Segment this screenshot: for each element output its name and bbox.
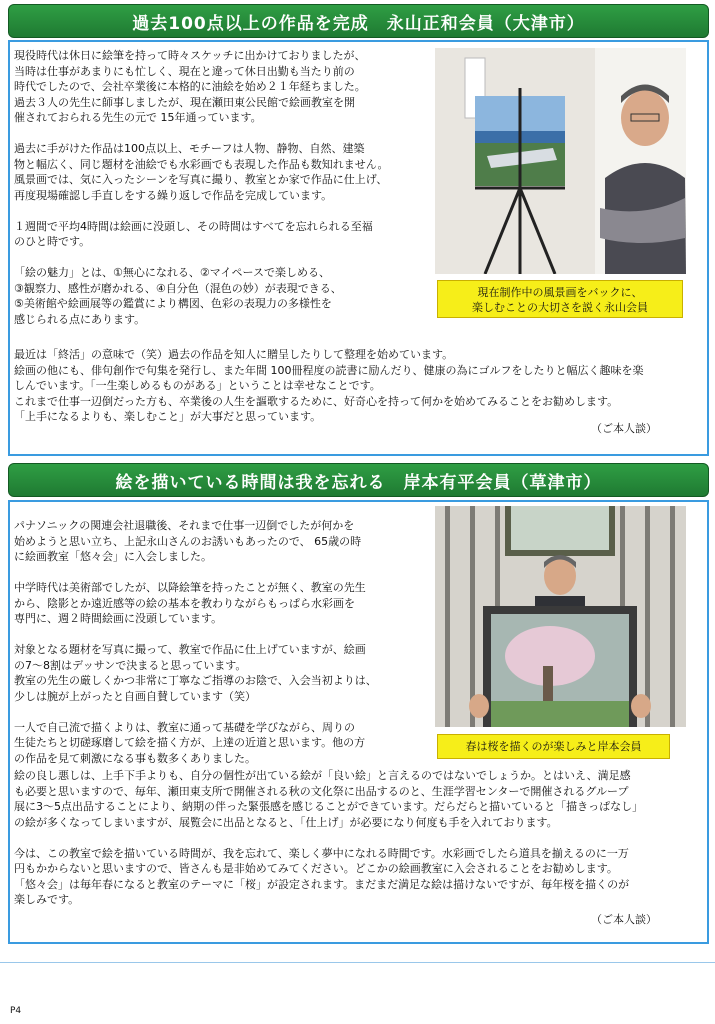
section1-photo-caption: 現在制作中の風景画をバックに、 楽しむことの大切さを説く永山会員 bbox=[437, 280, 683, 318]
section1-title: 過去100点以上の作品を完成 永山正和会員（大津市） bbox=[132, 13, 585, 34]
footer-divider bbox=[0, 962, 715, 963]
section2-title: 絵を描いている時間は我を忘れる 岸本有平会員（草津市） bbox=[115, 472, 602, 493]
section1-signature: （ご本人談） bbox=[591, 422, 657, 435]
page-number: P4 bbox=[10, 1006, 22, 1016]
section2-title-banner bbox=[8, 463, 709, 497]
section2-photo bbox=[435, 506, 686, 727]
section2-signature: （ご本人談） bbox=[591, 913, 657, 926]
section1-paragraph-1: 現役時代は休日に絵筆を持って時々スケッチに出かけておりましたが、 当時は仕事があまりにも忙しく、現在と違って休日出勤も当たり前の 時代でしたので、会社卒業後に本格的に油絵を始め２１年経ちました。 過去３人の先生に師事しましたが、現在瀬田東公民館で絵画教室を開 催されておられる先生の元で 15年通っています。 過去に手がけた作品は100点以上、モチーフは人物、静物、自然、建築 物と幅広く、同じ題材を油絵でも水彩画でも表現した作品も数知れません。 風景画では、気に入ったシーンを写真に撮り、教室とか家で作品に仕上げ、 再度現場確認し手直しをする繰り返しで作品を完成しています。 １週間で平均4時間は絵画に没頭し、その時間はすべてを忘れられる至福 のひと時です。 「絵の魅力」とは、①無心になれる、②マイペースで楽しめる、 ③観察力、感性が磨かれる、④自分色（混色の妙）が表現できる、 ⑤美術館や絵画展等の鑑賞により構図、色彩の表現力の多様性を 感じられる点にあります。 bbox=[14, 49, 389, 326]
painter-with-landscape-photo bbox=[435, 48, 686, 274]
section1-title-banner bbox=[8, 4, 709, 38]
section1-photo bbox=[435, 48, 686, 274]
painter-with-cherry-blossom-photo bbox=[435, 506, 686, 727]
section2-photo-caption: 春は桜を描くのが楽しみと岸本会員 bbox=[437, 734, 670, 759]
section2-paragraph-1: パナソニックの関連会社退職後、それまで仕事一辺倒でしたが何かを 始めようと思い立ち、上記永山さんのお誘いもあったので、 65歳の時 に絵画教室「悠々会」に入会しました。 中学時代は美術部でしたが、以降絵筆を持ったことが無く、教室の先生 から、陰影とか遠近感等の絵の基本を教わりながらもっぱら水彩画を 専門に、週２時間絵画に没頭しています。 対象となる題材を写真に撮って、教室で作品に仕上げていますが、絵画 の7～8割はデッサンで決まると思っています。 教室の先生の厳しくかつ非常に丁寧なご指導のお陰で、入会当初よりは、 少しは腕が上がったと自画自賛しています（笑） 一人で自己流で描くよりは、教室に通って基礎を学びながら、周りの 生徒たちと切磋琢磨して絵を描く方が、上達の近道と思います。他の方 の作品を見て刺激になる事も数多くありました。 bbox=[14, 519, 377, 765]
section2-paragraph-2: 絵の良し悪しは、上手下手よりも、自分の個性が出ている絵が「良い絵」と言えるのではないでしょうか。とはいえ、満足感 も必要と思いますので、毎年、瀬田東支所で開催される秋の文化祭に出品するのと、生涯学習センターで開催されるグループ 展に3～5点出品することにより、納期の伴った緊張感を感じることができています。だらだらと描いていると「描きっぱなし」 の絵が多くなってしまいますが、展覧会に出品となると、「仕上げ」が必要になり何度も手を入れております。 今は、この教室で絵を描いている時間が、我を忘れて、楽しく夢中になれる時間です。水彩画でしたら道具を揃えるのに一万 円もかからないと思いますので、皆さんも是非始めてみてください。どこかの絵画教室に入会されることをお勧めします。 「悠々会」は毎年春になると教室のテーマに「桜」が設定されます。まだまだ満足な絵は描けないですが、毎年桜を描くのが 楽しみです。 bbox=[14, 769, 644, 906]
section1-paragraph-2: 最近は「終活」の意味で（笑）過去の作品を知人に贈呈したりして整理を始めています。 絵画の他にも、俳句創作で句集を発行し、また年間 100冊程度の読書に励んだり、健康の為にゴルフをしたりと幅広く趣味を楽 しんでいます。「一生楽しめるものがある」ということは幸せなことです。 これまで仕事一辺倒だった方も、卒業後の人生を謳歌するために、好奇心を持って何かを始めてみることをお勧めします。 「上手になるよりも、楽しむこと」が大事だと思っています。 bbox=[14, 348, 644, 423]
